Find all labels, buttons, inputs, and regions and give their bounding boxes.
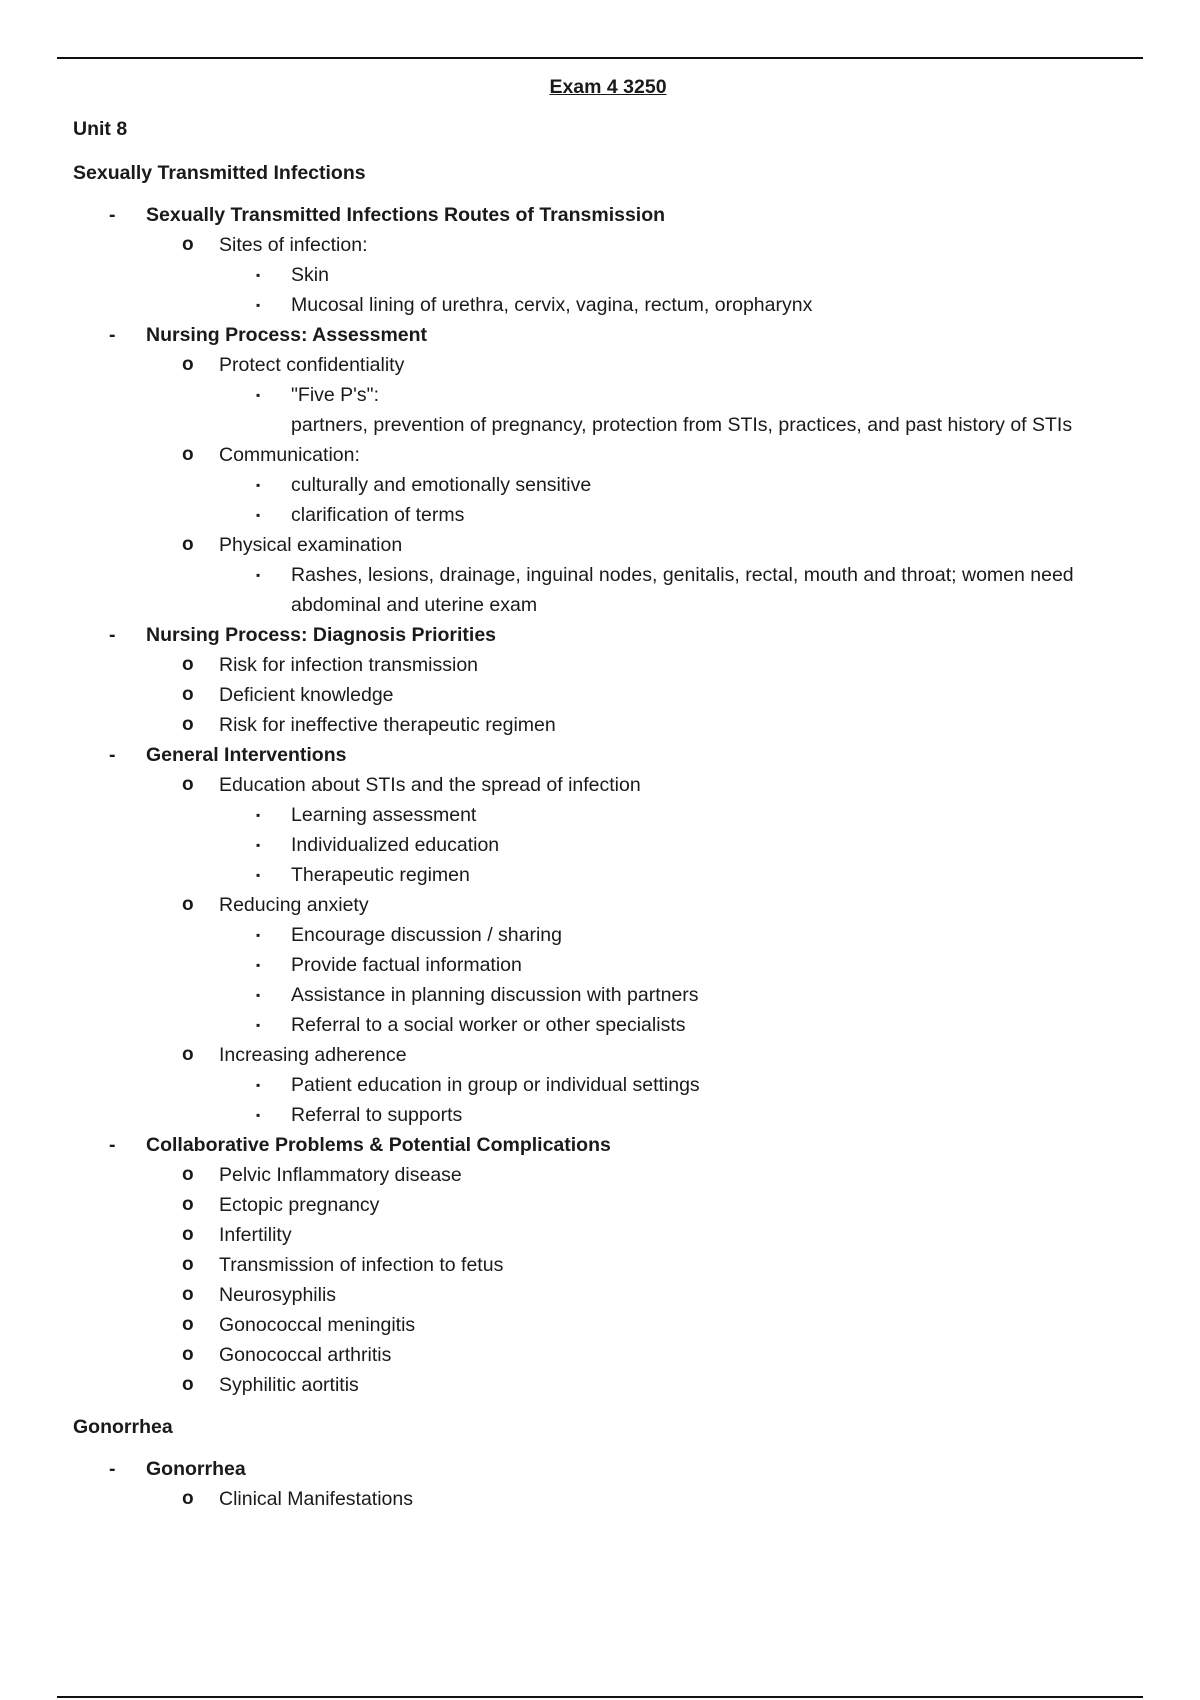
sub-list-item-text: Referral to a social worker or other specialists <box>291 1014 686 1036</box>
circle-bullet-icon: o <box>182 1224 194 1245</box>
list-item <box>73 350 1143 380</box>
header-rule <box>57 57 1143 59</box>
document-page <box>73 72 1143 1514</box>
circle-bullet-icon: o <box>182 534 194 555</box>
circle-bullet-icon: o <box>182 714 194 735</box>
list-item-text: Pelvic Inflammatory disease <box>219 1164 462 1186</box>
dash-bullet-icon: - <box>109 1458 116 1480</box>
list-item <box>73 1484 1143 1514</box>
topic-item <box>73 320 1143 350</box>
square-bullet-icon: ▪ <box>256 268 261 282</box>
topic-item <box>73 740 1143 770</box>
unit-heading: Unit 8 <box>73 118 128 140</box>
topic-title: Nursing Process: Assessment <box>146 324 428 346</box>
topic-item <box>73 1454 1143 1484</box>
sub-list-item-text: Assistance in planning discussion with partners <box>291 984 699 1006</box>
square-bullet-icon: ▪ <box>256 838 261 852</box>
list-item-text: Neurosyphilis <box>219 1284 337 1306</box>
list-item <box>73 1370 1143 1400</box>
list-item <box>73 650 1143 680</box>
dash-bullet-icon: - <box>109 324 116 346</box>
sub-list-item-text: Therapeutic regimen <box>291 864 470 886</box>
topic-item <box>73 620 1143 650</box>
document-title: Exam 4 3250 <box>549 76 667 98</box>
list-item-text: Risk for ineffective therapeutic regimen <box>219 714 556 736</box>
list-item-text: Physical examination <box>219 534 403 556</box>
list-item <box>73 1190 1143 1220</box>
list-item <box>73 1220 1143 1250</box>
list-item-text: Protect confidentiality <box>219 354 405 376</box>
sub-list-item-text: Patient education in group or individual settings <box>291 1074 700 1096</box>
circle-bullet-icon: o <box>182 1374 194 1395</box>
circle-bullet-icon: o <box>182 894 194 915</box>
section-heading: Sexually Transmitted Infections <box>73 162 366 184</box>
square-bullet-icon: ▪ <box>256 1108 261 1122</box>
list-item <box>73 1340 1143 1370</box>
dash-bullet-icon: - <box>109 624 116 646</box>
sub-list-item <box>73 1010 1143 1040</box>
sub-list-item-text: Encourage discussion / sharing <box>291 924 562 946</box>
circle-bullet-icon: o <box>182 774 194 795</box>
list-item-text: Communication: <box>219 444 360 466</box>
circle-bullet-icon: o <box>182 1254 194 1275</box>
footer-rule <box>57 1696 1143 1698</box>
list-item <box>73 710 1143 740</box>
list-item <box>73 890 1143 920</box>
list-item-text: Gonococcal meningitis <box>219 1314 416 1336</box>
section-heading: Gonorrhea <box>73 1416 173 1438</box>
sub-list-item <box>73 1070 1143 1100</box>
list-item-text: Deficient knowledge <box>219 684 394 706</box>
square-bullet-icon: ▪ <box>256 298 261 312</box>
sub-list-item <box>73 830 1143 860</box>
topic-item <box>73 1130 1143 1160</box>
topic-title: General Interventions <box>146 744 347 766</box>
list-item <box>73 230 1143 260</box>
square-bullet-icon: ▪ <box>256 508 261 522</box>
list-item <box>73 1250 1143 1280</box>
list-item-text: Reducing anxiety <box>219 894 369 916</box>
square-bullet-icon: ▪ <box>256 808 261 822</box>
sub-list-item <box>73 920 1143 950</box>
list-item-text: Infertility <box>219 1224 292 1246</box>
list-item <box>73 530 1143 560</box>
topic-title: Collaborative Problems & Potential Complications <box>146 1134 611 1156</box>
sub-list-item <box>73 560 1143 620</box>
sub-list-item-text: Rashes, lesions, drainage, inguinal nodes, genitalis, rectal, mouth and throat; women need abdominal and uterine exam <box>291 564 1074 616</box>
list-item <box>73 1160 1143 1190</box>
circle-bullet-icon: o <box>182 1344 194 1365</box>
sub-list-item-text: "Five P's": <box>291 384 379 406</box>
square-bullet-icon: ▪ <box>256 928 261 942</box>
sub-list-item-text: Provide factual information <box>291 954 522 976</box>
list-item-text: Risk for infection transmission <box>219 654 479 676</box>
sub-list-item <box>73 260 1143 290</box>
list-item <box>73 1040 1143 1070</box>
square-bullet-icon: ▪ <box>256 988 261 1002</box>
sub-list-item-text: Individualized education <box>291 834 500 856</box>
topic-title: Gonorrhea <box>146 1458 246 1480</box>
circle-bullet-icon: o <box>182 1284 194 1305</box>
sub-list-item <box>73 860 1143 890</box>
sub-list-item-text: culturally and emotionally sensitive <box>291 474 592 496</box>
dash-bullet-icon: - <box>109 1134 116 1156</box>
circle-bullet-icon: o <box>182 684 194 705</box>
sub-list-item <box>73 950 1143 980</box>
sub-list-item <box>73 800 1143 830</box>
circle-bullet-icon: o <box>182 1314 194 1335</box>
square-bullet-icon: ▪ <box>256 478 261 492</box>
circle-bullet-icon: o <box>182 1194 194 1215</box>
list-item <box>73 1280 1143 1310</box>
sub-list-item <box>73 470 1143 500</box>
sub-list-item <box>73 380 1143 410</box>
circle-bullet-icon: o <box>182 654 194 675</box>
square-bullet-icon: ▪ <box>256 1018 261 1032</box>
list-item-text: Syphilitic aortitis <box>219 1374 359 1396</box>
list-item-text: Transmission of infection to fetus <box>219 1254 504 1276</box>
topic-title: Nursing Process: Diagnosis Priorities <box>146 624 497 646</box>
list-item-text: Sites of infection: <box>219 234 368 256</box>
square-bullet-icon: ▪ <box>256 868 261 882</box>
circle-bullet-icon: o <box>182 354 194 375</box>
sub-list-item <box>73 980 1143 1010</box>
sub-list-item-text: Referral to supports <box>291 1104 463 1126</box>
list-item <box>73 1310 1143 1340</box>
square-bullet-icon: ▪ <box>256 568 261 582</box>
list-item <box>73 680 1143 710</box>
list-item-text: Gonococcal arthritis <box>219 1344 392 1366</box>
square-bullet-icon: ▪ <box>256 958 261 972</box>
circle-bullet-icon: o <box>182 1044 194 1065</box>
sub-list-item <box>73 500 1143 530</box>
list-item-text: Education about STIs and the spread of infection <box>219 774 641 796</box>
list-item-text: Clinical Manifestations <box>219 1488 414 1510</box>
sub-list-item-text: Learning assessment <box>291 804 477 826</box>
sub-list-item-text: Mucosal lining of urethra, cervix, vagina, rectum, oropharynx <box>291 294 813 316</box>
list-item <box>73 440 1143 470</box>
topic-item <box>73 200 1143 230</box>
sub-list-item-text: clarification of terms <box>291 504 465 526</box>
list-item-text: Ectopic pregnancy <box>219 1194 380 1216</box>
square-bullet-icon: ▪ <box>256 1078 261 1092</box>
circle-bullet-icon: o <box>182 444 194 465</box>
circle-bullet-icon: o <box>182 1164 194 1185</box>
square-bullet-icon: ▪ <box>256 388 261 402</box>
sub-list-item <box>73 1100 1143 1130</box>
continuation-text: partners, prevention of pregnancy, protection from STIs, practices, and past history of STIs <box>291 414 1073 436</box>
circle-bullet-icon: o <box>182 1488 194 1509</box>
dash-bullet-icon: - <box>109 204 116 226</box>
sub-list-item <box>73 290 1143 320</box>
list-item <box>73 770 1143 800</box>
sub-list-item-text: Skin <box>291 264 329 286</box>
circle-bullet-icon: o <box>182 234 194 255</box>
document-content <box>73 158 1143 1514</box>
topic-title: Sexually Transmitted Infections Routes of Transmission <box>146 204 666 226</box>
list-item-text: Increasing adherence <box>219 1044 407 1066</box>
dash-bullet-icon: - <box>109 744 116 766</box>
